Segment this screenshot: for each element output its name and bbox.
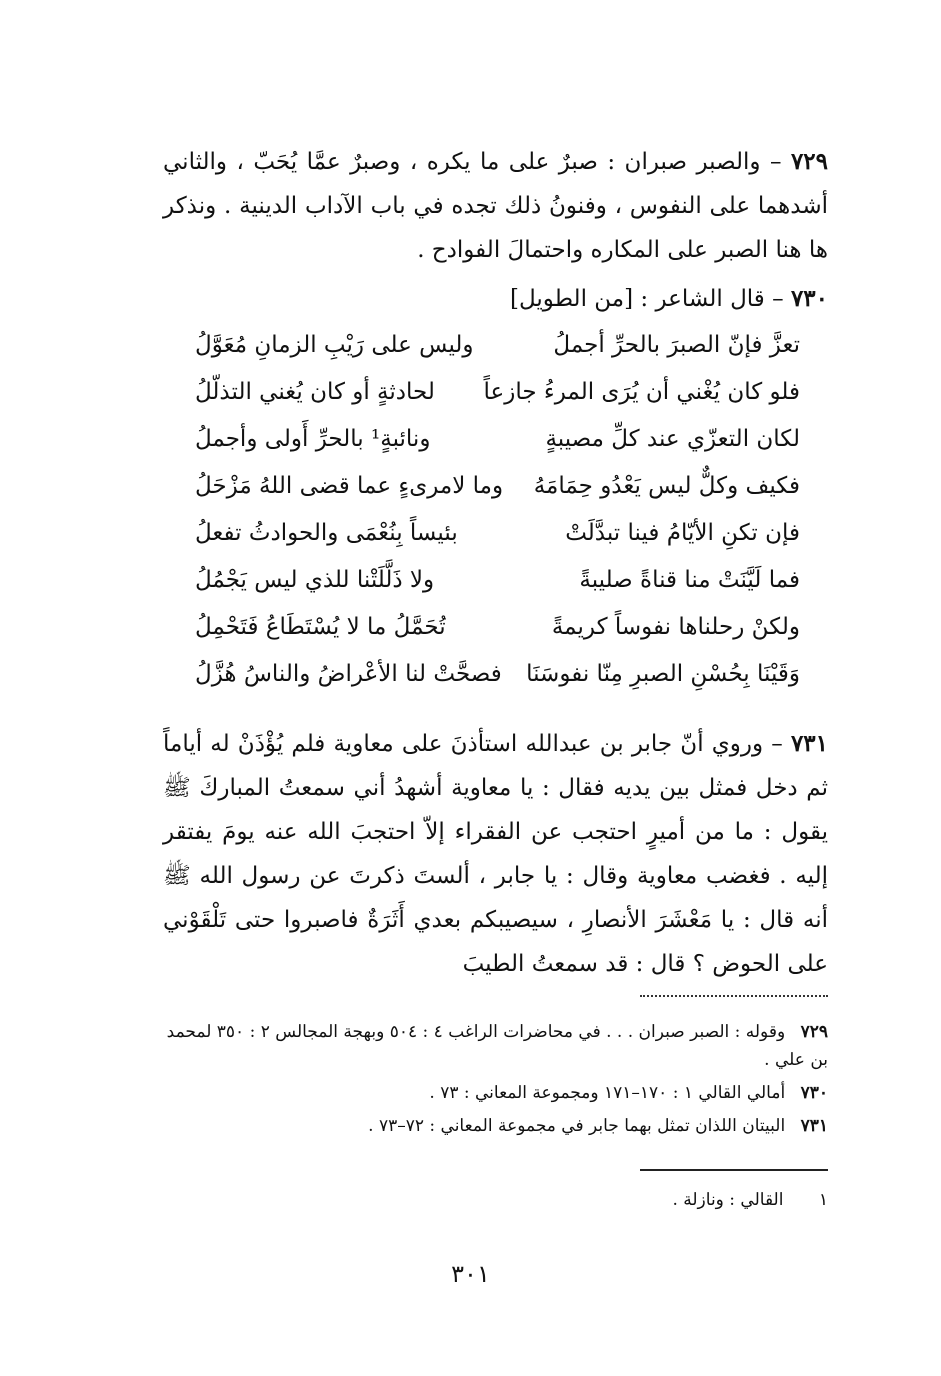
paragraph-number: ٧٣٠ — [790, 285, 828, 312]
verse-second-hemistich: ونائبةٍ¹ بالحرِّ أَولى وأجملُ — [195, 426, 431, 452]
poem-verse — [195, 661, 800, 705]
subnote-separator — [640, 1169, 828, 1171]
poem-verse — [195, 426, 800, 470]
verse-first-hemistich: ولكنْ رحلناها نفوساً كريمةً — [551, 614, 800, 640]
verse-second-hemistich: ولا ذَلَّلَتْنا للذي ليس يَجْمُلُ — [195, 567, 435, 593]
footnote-number: ٧٣٠ — [800, 1083, 828, 1103]
footnote-separator — [640, 995, 828, 997]
paragraph-number: ٧٣١ — [790, 730, 828, 757]
poem-verse — [195, 614, 800, 658]
verse-first-hemistich: تعزَّ فإنّ الصبرَ بالحرِّ أجملُ — [553, 332, 800, 358]
verse-first-hemistich: وَقَيْنَا بِحُسْنِ الصبرِ مِنّا نفوسَنَا — [526, 661, 800, 687]
footnote-text: البيتان اللذان تمثل بهما جابر في مجموعة المعاني : ٧٢–٧٣ . — [368, 1116, 786, 1136]
verse-first-hemistich: فلو كان يُغْني أن يُرَى المرءُ جازعاً — [483, 379, 800, 405]
paragraph-text: – والصبر صبران : صبرٌ على ما يكره ، وصبرٌ عمَّا يُحَبّ ، والثاني أشدهما على النفوس ، وفنونُ ذلك تجده في باب الآداب الدينية . ونذكر ها هنا الصبر على المكاره واحتمالَ الفوادح . — [163, 149, 828, 263]
verse-second-hemistich: لحادثةٍ أو كان يُغني التذلّلُ — [195, 379, 435, 405]
footnote-729 — [163, 1018, 828, 1074]
footnote-text: أمالي القالي ١ : ١٧٠–١٧١ ومجموعة المعاني : ٧٣ . — [429, 1083, 786, 1103]
footnote-text: وقوله : الصبر صبران . . . في محاضرات الراغب ٤ : ٥٠٤ وبهجة المجالس ٢ : ٣٥٠ لمحمد بن علي . — [166, 1022, 828, 1070]
verse-second-hemistich: وما لامرىءٍ عما قضى اللهُ مَزْحَلُ — [195, 473, 504, 499]
footnote-730 — [163, 1079, 828, 1107]
paragraph-text: – قال الشاعر : [من الطويل] — [510, 286, 784, 312]
verse-first-hemistich: لكان التعزّي عند كلِّ مصيبةٍ — [545, 426, 800, 452]
paragraph-731 — [163, 722, 828, 986]
footnote-number: ٧٢٩ — [800, 1022, 828, 1042]
subnote — [163, 1186, 828, 1214]
footnote-number: ٧٣١ — [800, 1116, 828, 1136]
verse-second-hemistich: وليس على رَيْبِ الزمانِ مُعَوَّلُ — [195, 332, 474, 358]
footnote-731 — [163, 1112, 828, 1140]
verse-first-hemistich: فإن تكنِ الأيّامُ فينا تبدَّلَتْ — [565, 520, 800, 546]
paragraph-number: ٧٢٩ — [790, 148, 828, 175]
page-number: ٣٠١ — [451, 1260, 490, 1288]
poem-verse — [195, 473, 800, 517]
verse-first-hemistich: فكيف وكلٌّ ليس يَعْدُو حِمَامَهُ — [533, 473, 800, 499]
poem-verse — [195, 332, 800, 376]
poem-verse — [195, 379, 800, 423]
verse-second-hemistich: تُحَمَّلُ ما لا يُسْتَطَاعُ فَتَحْمِلُ — [195, 614, 446, 640]
poem-verse — [195, 520, 800, 564]
verse-first-hemistich: فما لَيَّنَتْ منا قناةً صليبةً — [579, 567, 800, 593]
paragraph-text: – وروي أنّ جابر بن عبدالله استأذنَ على معاوية فلم يُؤْذَنْ له أياماً ثم دخل فمثل بين يديه فقال : يا معاوية أشهدُ أني سمعتُ المباركَ ﷺ يقول : ما من أميرٍ احتجب عن الفقراء إلاّ احتجبَ الله عنه يومَ يفتقر إليه . فغضب معاوية وقال : يا جابر ، ألستَ ذكرتَ عن رسول الله ﷺ أنه قال : يا مَعْشَرَ الأنصارِ ، سيصيبكم بعدي أَثَرَةٌ فاصبروا حتى تَلْقَوْني على الحوض ؟ قال : قد سمعتُ الطيبَ — [163, 731, 828, 977]
verse-second-hemistich: بئيساً بِنُعْمَى والحوادثُ تفعلُ — [195, 520, 458, 546]
subnote-number: ١ — [818, 1190, 828, 1210]
subnote-text: القالي : ونازلة . — [672, 1190, 784, 1210]
poem-verse — [195, 567, 800, 611]
verse-second-hemistich: فصحَّتْ لنا الأعْراضُ والناسُ هُزَّلُ — [195, 661, 502, 687]
paragraph-730 — [163, 277, 828, 321]
paragraph-729 — [163, 140, 828, 272]
